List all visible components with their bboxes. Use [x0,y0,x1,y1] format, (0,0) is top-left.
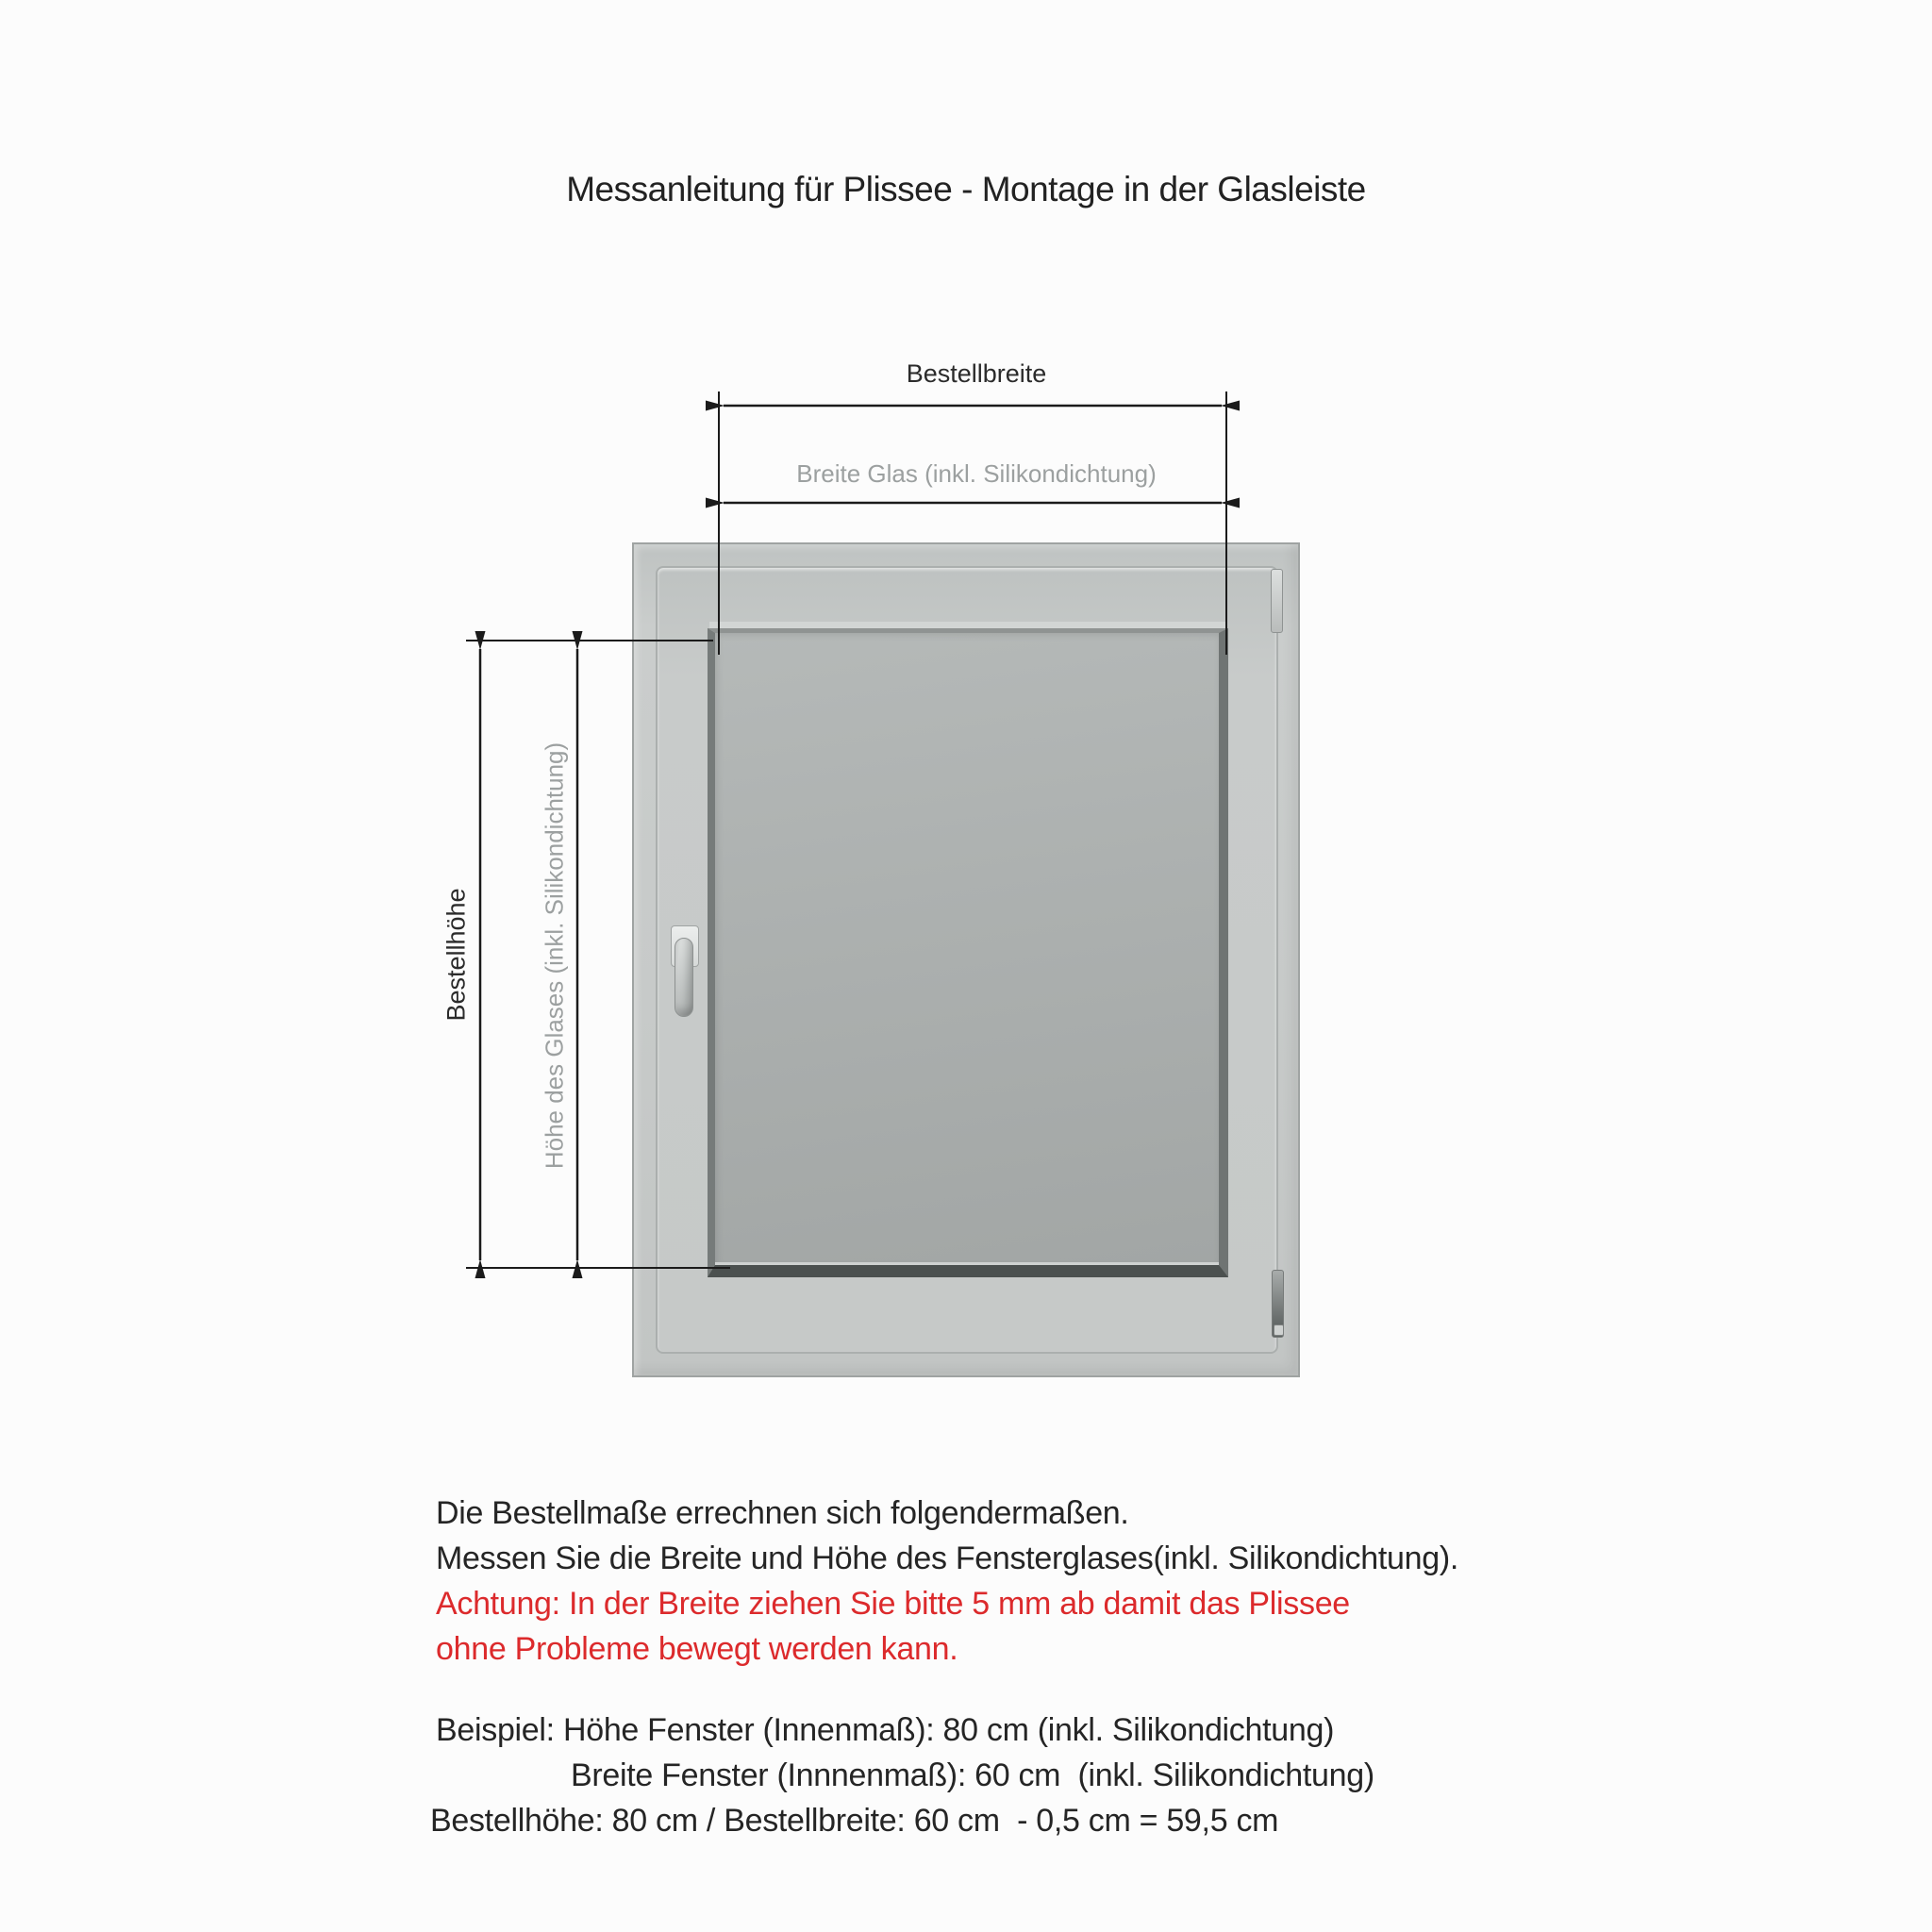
window-glass [708,628,1228,1277]
instruction-line-1: Die Bestellmaße errechnen sich folgendermaßen. [436,1495,1129,1531]
glass-width-label: Breite Glas (inkl. Silikondichtung) [796,459,1157,488]
instruction-text-block [436,1491,1458,1672]
example-line-1: Beispiel: Höhe Fenster (Innenmaß): 80 cm (inkl. Silikondichtung) [436,1712,1335,1748]
example-text-block [430,1707,1374,1843]
glass-height-label: Höhe des Glases (inkl. Silikondichtung) [540,741,569,1170]
order-width-label: Bestellbreite [906,359,1047,388]
instruction-line-2: Messen Sie die Breite und Höhe des Fensterglases(inkl. Silikondichtung). [436,1541,1458,1576]
window-handle-icon [675,938,693,1017]
window-hinge-foot [1274,1324,1284,1336]
window-hinge-top-icon [1271,569,1283,633]
example-line-3: Bestellhöhe: 80 cm / Bestellbreite: 60 cm - 0,5 cm = 59,5 cm [430,1803,1279,1839]
warning-line-2: ohne Probleme bewegt werden kann. [436,1631,958,1667]
example-line-2: Breite Fenster (Innnenmaß): 60 cm (inkl. Silikondichtung) [571,1757,1374,1793]
page-title: Messanleitung für Plissee - Montage in der Glasleiste [566,170,1366,208]
glass-top-highlight [709,622,1226,628]
warning-line-1: Achtung: In der Breite ziehen Sie bitte 5 mm ab damit das Plissee [436,1586,1350,1622]
order-height-label: Bestellhöhe [441,888,471,1022]
